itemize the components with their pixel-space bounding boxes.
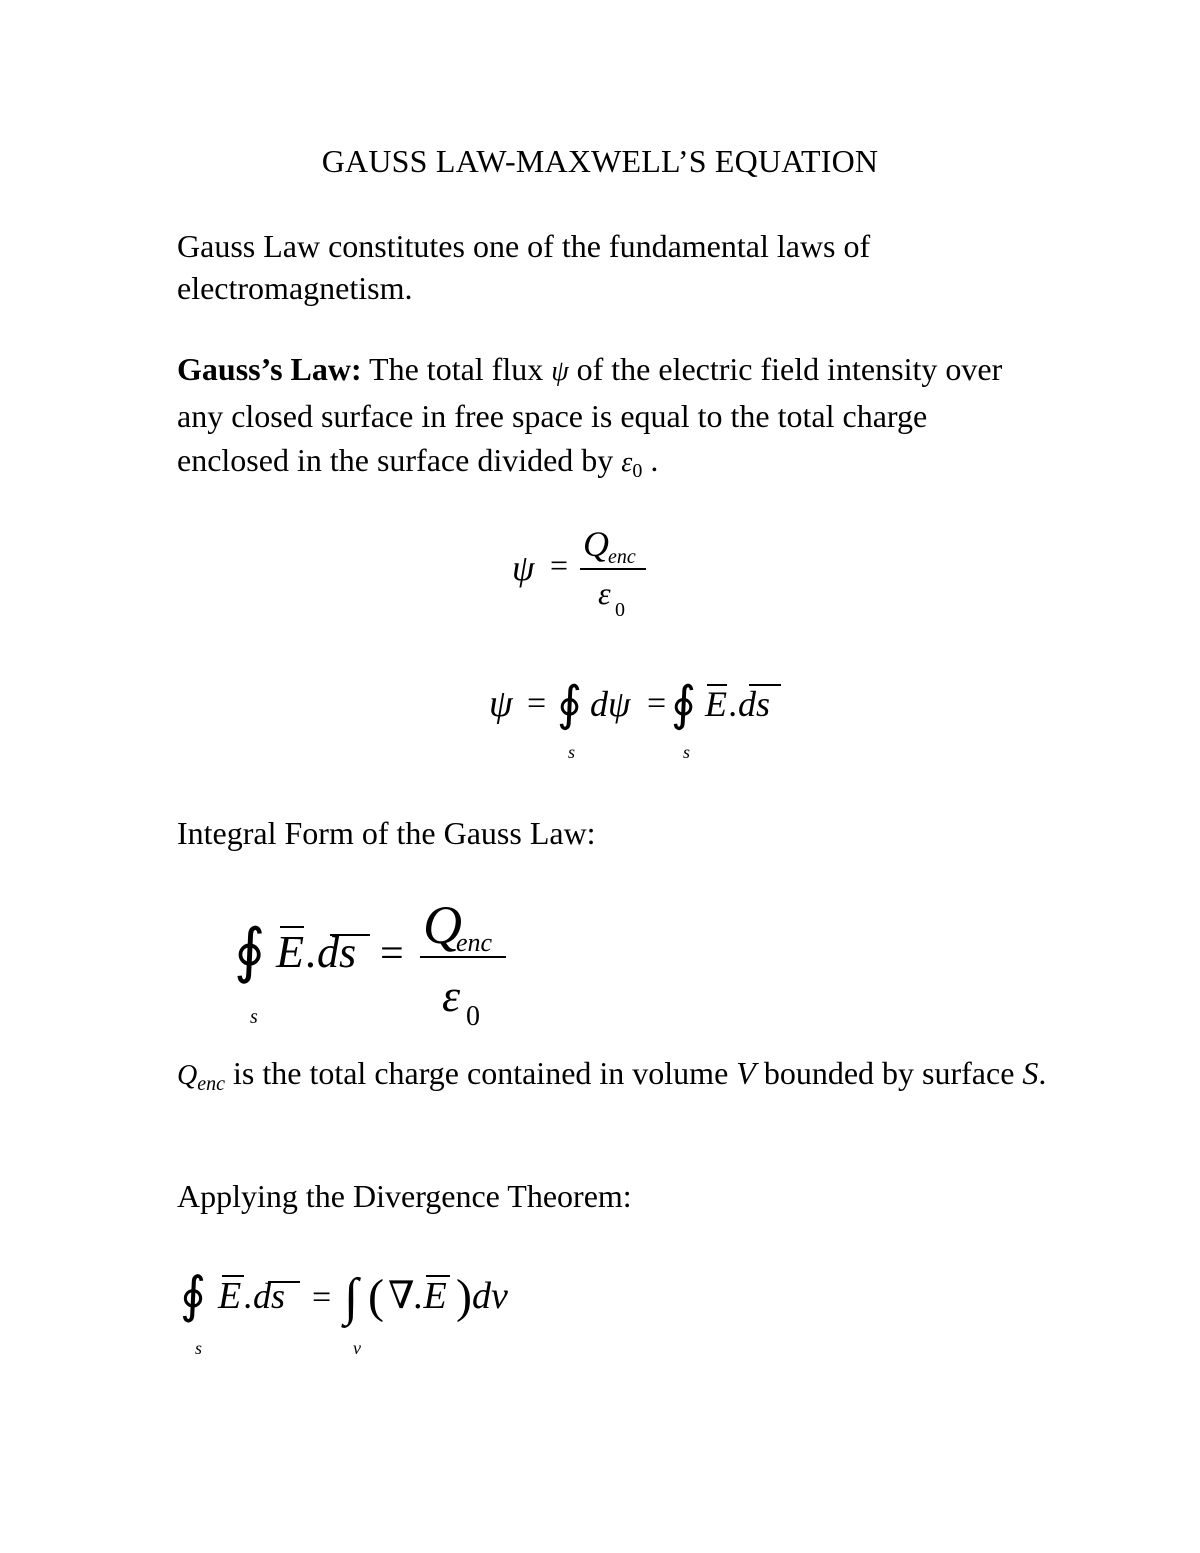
qenc-text-1: is the total charge contained in volume	[225, 1055, 737, 1091]
eq4-oint: ∮	[180, 1267, 207, 1323]
eq3-numerator-sub: enc	[456, 928, 493, 957]
eq1-numerator-sub: enc	[608, 546, 636, 568]
eq4-ds: .ds	[244, 1276, 286, 1316]
intro-paragraph: Gauss Law constitutes one of the fundamental laws of electromagnetism.	[177, 228, 871, 306]
eq3-limit: s	[250, 1006, 258, 1028]
eq2-ds: .ds	[729, 684, 771, 724]
eq2-e: E	[705, 684, 727, 724]
eq3-denominator-sub: 0	[466, 1001, 480, 1032]
gauss-law-text-1: The total flux	[361, 351, 552, 387]
eq4-limit-v: v	[353, 1338, 361, 1358]
eq3-ds: .ds	[306, 928, 357, 977]
eq4-dv: dv	[472, 1275, 508, 1317]
eq2-d-psi: dψ	[590, 684, 631, 724]
eq3-equals: =	[380, 931, 404, 977]
eq4-e: E	[218, 1275, 242, 1317]
eq3-numerator: Q	[423, 895, 462, 955]
equation-integral-form	[230, 895, 520, 1035]
eq2-limit-2: s	[683, 742, 691, 762]
eq4-paren-open: (	[368, 1270, 384, 1323]
eq1-psi: ψ	[512, 548, 535, 588]
volume-symbol: V	[736, 1055, 756, 1091]
epsilon-subscript: 0	[632, 460, 643, 482]
eq1-denominator-sub: 0	[615, 599, 625, 621]
eq1-equals: =	[550, 547, 569, 583]
qenc-subscript: enc	[197, 1073, 225, 1095]
qenc-paragraph	[177, 1052, 1047, 1105]
gauss-law-paragraph	[177, 347, 1047, 493]
equation-psi-definition	[500, 520, 670, 630]
qenc-text-3: .	[1038, 1055, 1047, 1091]
eq4-paren-close: )	[456, 1270, 472, 1323]
qenc-symbol: Q	[177, 1060, 198, 1091]
eq1-numerator: Q	[583, 524, 609, 564]
psi-symbol: ψ	[551, 356, 569, 387]
gauss-law-text-3: .	[642, 442, 659, 478]
eq4-int: ∫	[344, 1269, 359, 1326]
gauss-law-text-2: of the electric field intensity over any closed surface in free space is equal to the total charge enclosed in the surface divided by	[177, 351, 1003, 478]
eq4-dot-e: .E	[414, 1275, 447, 1317]
eq4-limit-s: s	[195, 1338, 203, 1358]
eq1-denominator: ε	[598, 575, 611, 611]
qenc-text-2: bounded by surface	[755, 1055, 1023, 1091]
equation-divergence-theorem	[178, 1260, 528, 1370]
eq4-equals: =	[312, 1279, 332, 1316]
eq2-oint-2: ∮	[671, 678, 697, 731]
epsilon-symbol: ε	[621, 447, 633, 478]
surface-symbol: S	[1022, 1055, 1039, 1091]
gauss-law-heading: Gauss’s Law:	[177, 351, 362, 387]
eq3-denominator: ε	[442, 970, 461, 1021]
equation-flux-integral	[485, 668, 805, 768]
eq2-psi: ψ	[489, 683, 513, 725]
page-title: GAUSS LAW-MAXWELL’S EQUATION	[321, 143, 879, 179]
eq2-limit-1: s	[568, 742, 576, 762]
divergence-label: Applying the Divergence Theorem:	[177, 1178, 632, 1214]
eq3-oint: ∮	[234, 918, 266, 984]
eq3-e: E	[276, 926, 305, 977]
eq2-equals-2: =	[647, 685, 667, 722]
eq2-equals-1: =	[527, 685, 547, 722]
eq2-oint-1: ∮	[557, 678, 583, 731]
integral-form-label: Integral Form of the Gauss Law:	[177, 815, 596, 851]
eq4-nabla: ∇	[388, 1275, 415, 1317]
